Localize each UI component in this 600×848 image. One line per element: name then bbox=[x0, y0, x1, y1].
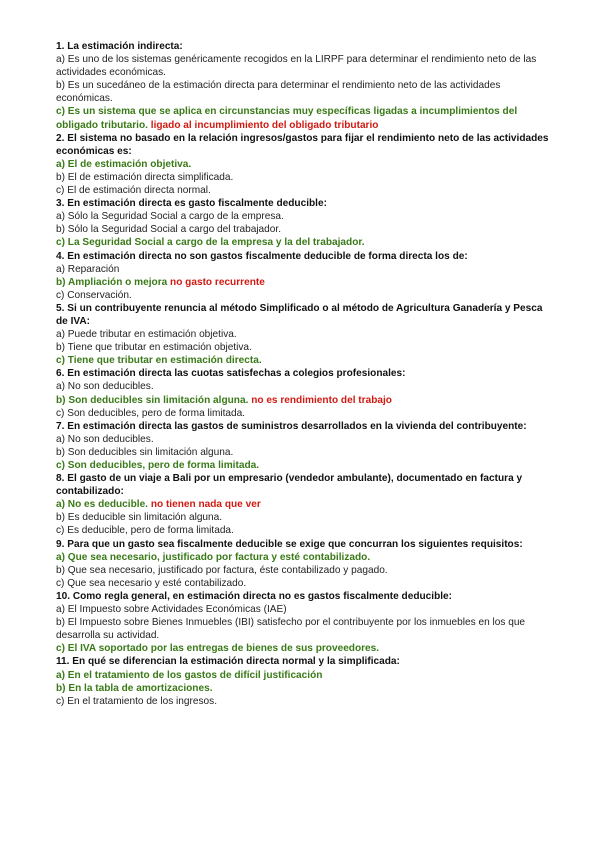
question-title: 3. En estimación directa es gasto fiscalmente deducible: bbox=[56, 198, 327, 210]
question-block bbox=[56, 590, 556, 655]
question-block bbox=[56, 250, 556, 302]
answer-option bbox=[56, 524, 556, 537]
answer-text: c) En el tratamiento de los ingresos. bbox=[56, 695, 218, 707]
answer-option bbox=[56, 210, 556, 223]
answer-option bbox=[56, 407, 556, 420]
answer-text: c) El IVA soportado por las entregas de bienes de sus proveedores. bbox=[56, 643, 380, 655]
question-title: 1. La estimación indirecta: bbox=[56, 41, 183, 52]
answer-text: c) Son deducibles, pero de forma limitada. bbox=[56, 460, 260, 471]
answer-text: b) Son deducibles sin limitación alguna. bbox=[56, 446, 234, 458]
question-title: 4. En estimación directa no son gastos fiscalmente deducible de forma directa los de: bbox=[56, 250, 468, 262]
answer-option bbox=[56, 184, 556, 197]
question-title: 5. Si un contribuyente renuncia al método Simplificado o al método de Agricultura Ganadería y Pesca de IVA: bbox=[56, 302, 543, 327]
annotation-note: no tienen nada que ver bbox=[150, 499, 261, 511]
answer-option bbox=[56, 263, 556, 276]
answer-option bbox=[56, 79, 556, 105]
answer-text: c) Es deducible, pero de forma limitada. bbox=[56, 525, 234, 537]
answer-text: a) No son deducibles. bbox=[56, 381, 154, 393]
annotation-note: no es rendimiento del trabajo bbox=[251, 394, 392, 406]
answer-option bbox=[56, 341, 556, 354]
annotation-note: ligado al incumplimiento del obligado tributario bbox=[150, 119, 379, 131]
answer-text: c) Conservación. bbox=[56, 289, 132, 301]
answer-option bbox=[56, 695, 556, 708]
answer-text: a) Es uno de los sistemas genéricamente recogidos en la LIRPF para determinar el rendimiento neto de las actividades económicas. bbox=[56, 54, 537, 79]
answer-text: b) En la tabla de amortizaciones. bbox=[56, 682, 213, 694]
question-block bbox=[56, 655, 556, 707]
answer-text: a) Que sea necesario, justificado por factura y esté contabilizado. bbox=[56, 551, 371, 563]
answer-text: b) Ampliación o mejora bbox=[56, 276, 168, 288]
answer-text: b) Son deducibles sin limitación alguna. bbox=[56, 394, 249, 406]
question-block bbox=[56, 420, 556, 472]
question-block bbox=[56, 132, 556, 197]
question-title: 2. El sistema no basado en la relación ingresos/gastos para fijar el rendimiento neto de las actividades económicas es: bbox=[56, 132, 549, 157]
answer-option bbox=[56, 603, 556, 616]
answer-text: a) No es deducible. bbox=[56, 499, 148, 511]
answer-option bbox=[56, 446, 556, 459]
question-title: 11. En qué se diferencian la estimación directa normal y la simplificada: bbox=[56, 656, 400, 668]
correct-answer bbox=[56, 394, 556, 407]
answer-text: a) El de estimación objetiva. bbox=[56, 158, 192, 170]
answer-text: c) Tiene que tributar en estimación directa. bbox=[56, 355, 262, 367]
correct-answer bbox=[56, 682, 556, 695]
answer-option bbox=[56, 223, 556, 236]
answer-text: b) Que sea necesario, justificado por factura, éste contabilizado y pagado. bbox=[56, 564, 388, 576]
answer-option bbox=[56, 564, 556, 577]
answer-option bbox=[56, 511, 556, 524]
annotation-note: no gasto recurrente bbox=[170, 276, 265, 288]
question-title: 6. En estimación directa las cuotas satisfechas a colegios profesionales: bbox=[56, 368, 406, 380]
answer-option bbox=[56, 171, 556, 184]
answer-text: a) El Impuesto sobre Actividades Económicas (IAE) bbox=[56, 604, 287, 616]
question-block bbox=[56, 538, 556, 590]
answer-option bbox=[56, 328, 556, 341]
answer-text: b) Es deducible sin limitación alguna. bbox=[56, 512, 223, 524]
question-title: 7. En estimación directa las gastos de suministros desarrollados en la vivienda del contribuyente: bbox=[56, 420, 527, 432]
question-block bbox=[56, 197, 556, 249]
answer-text: c) Que sea necesario y esté contabilizado. bbox=[56, 577, 247, 589]
correct-answer bbox=[56, 354, 556, 367]
correct-answer bbox=[56, 236, 556, 249]
answer-text: b) Sólo la Seguridad Social a cargo del trabajador. bbox=[56, 224, 282, 236]
answer-text: b) Es un sucedáneo de la estimación directa para determinar el rendimiento neto de las actividades económicas. bbox=[56, 80, 501, 105]
answer-text: c) El de estimación directa normal. bbox=[56, 185, 211, 197]
question-block bbox=[56, 40, 556, 132]
correct-answer bbox=[56, 276, 556, 289]
correct-answer bbox=[56, 642, 556, 655]
question-title: 9. Para que un gasto sea fiscalmente deducible se exige que concurran los siguientes requisitos: bbox=[56, 538, 523, 550]
question-block bbox=[56, 302, 556, 367]
correct-answer bbox=[56, 158, 556, 171]
question-title: 8. El gasto de un viaje a Bali por un empresario (vendedor ambulante), documentado en factura y contabilizado: bbox=[56, 473, 523, 498]
answer-option bbox=[56, 380, 556, 393]
correct-answer bbox=[56, 459, 556, 472]
correct-answer bbox=[56, 551, 556, 564]
question-block bbox=[56, 472, 556, 537]
answer-text: a) No son deducibles. bbox=[56, 433, 154, 445]
answer-text: c) Son deducibles, pero de forma limitada. bbox=[56, 407, 246, 419]
exam-document bbox=[56, 40, 556, 708]
answer-text: c) Es un sistema que se aplica en circunstancias muy específicas ligadas a incumplimientos del obligado tributario. bbox=[56, 106, 518, 131]
answer-option bbox=[56, 616, 556, 642]
answer-text: a) Puede tributar en estimación objetiva. bbox=[56, 329, 237, 341]
answer-text: b) El Impuesto sobre Bienes Inmuebles (IBI) satisfecho por el contribuyente por los inmuebles en los que desarrolla su actividad. bbox=[56, 617, 526, 642]
answer-text: b) Tiene que tributar en estimación objetiva. bbox=[56, 342, 252, 354]
answer-text: c) La Seguridad Social a cargo de la empresa y la del trabajador. bbox=[56, 237, 365, 249]
correct-answer bbox=[56, 669, 556, 682]
question-title: 10. Como regla general, en estimación directa no es gastos fiscalmente deducible: bbox=[56, 590, 453, 602]
question-block bbox=[56, 367, 556, 419]
answer-text: b) El de estimación directa simplificada. bbox=[56, 171, 234, 183]
answer-text: a) Sólo la Seguridad Social a cargo de la empresa. bbox=[56, 211, 284, 223]
correct-answer bbox=[56, 105, 556, 131]
answer-text: a) En el tratamiento de los gastos de difícil justificación bbox=[56, 669, 323, 681]
answer-option bbox=[56, 433, 556, 446]
answer-option bbox=[56, 577, 556, 590]
correct-answer bbox=[56, 498, 556, 511]
answer-text: a) Reparación bbox=[56, 263, 120, 275]
answer-option bbox=[56, 53, 556, 79]
answer-option bbox=[56, 289, 556, 302]
